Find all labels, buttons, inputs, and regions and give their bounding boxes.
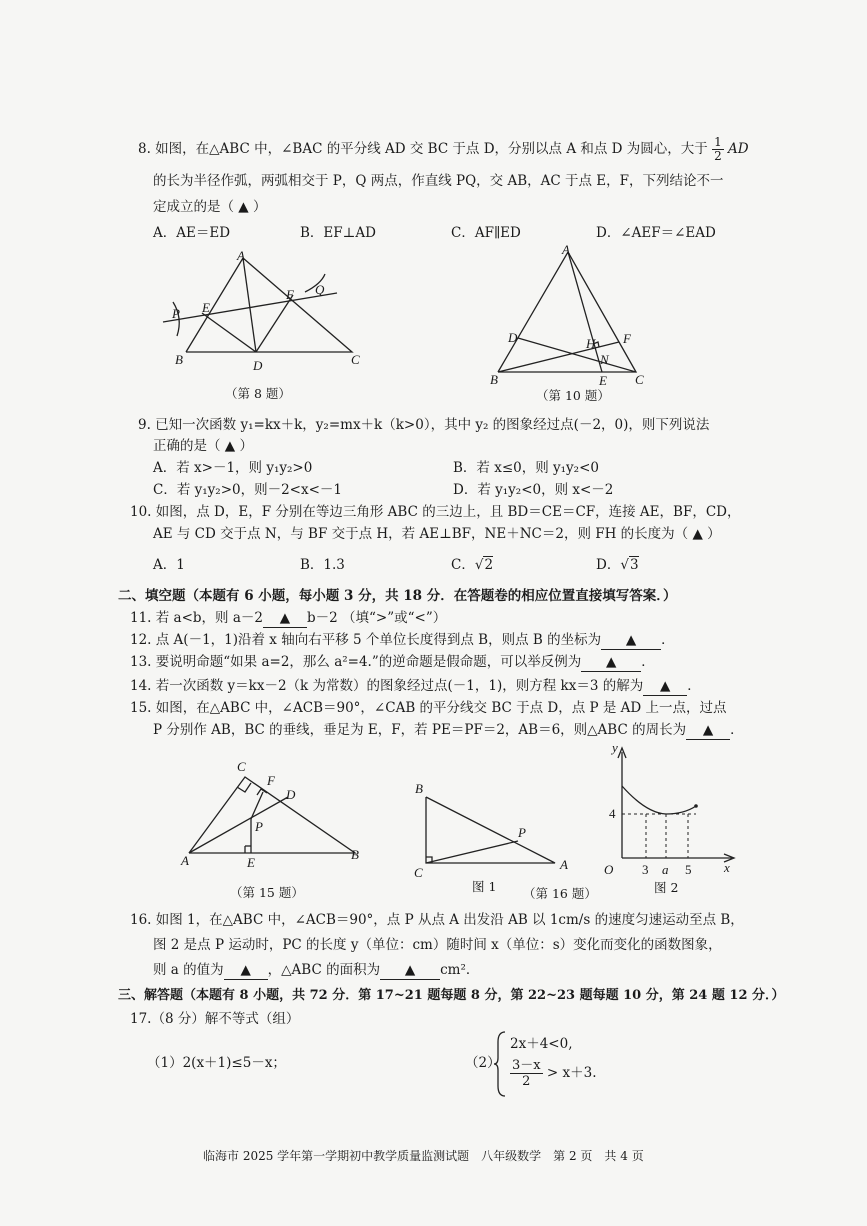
label-q: Q	[315, 282, 325, 297]
q10-line2: AE 与 CD 交于点 N，与 BF 交于点 H，若 AE⊥BF，NE＋NC＝2，则 FH 的长度为（ ▲ ）	[153, 526, 721, 542]
label-b: B	[490, 372, 498, 387]
label-y: y	[612, 740, 618, 755]
q8-option-b: B．EF⊥AD	[300, 225, 376, 241]
figure-q10-caption: （第 10 题）	[536, 388, 610, 403]
label-d: D	[508, 330, 518, 345]
page-footer: 临海市 2025 学年第一学期初中教学质量监测试题 八年级数学 第 2 页 共 4 页	[203, 1149, 644, 1163]
label-b: B	[175, 352, 183, 367]
q16-line1: 16. 如图 1，在△ABC 中，∠ACB＝90°，点 P 从点 A 出发沿 AB 以 1cm/s 的速度匀速运动至点 B，	[130, 912, 744, 928]
q9-option-c: C．若 y₁y₂>0，则－2<x<－1	[153, 482, 343, 498]
label-f: F	[267, 773, 275, 788]
q15-line1: 15. 如图，在△ABC 中，∠ACB＝90°，∠CAB 的平分线交 BC 于点 D，点 P 是 AD 上一点，过点	[130, 700, 727, 716]
q8-option-d: D．∠AEF＝∠EAD	[596, 225, 716, 241]
q8-line2: 的长为半径作弧，两弧相交于 P，Q 两点，作直线 PQ，交 AB，AC 于点 E，F，下列结论不一	[153, 173, 724, 189]
label-h: H	[586, 336, 596, 351]
fraction-half: $\frac{1}{2}$	[714, 135, 722, 163]
figure-q16-2-caption: 图 2	[654, 880, 679, 895]
label-b: B	[351, 847, 359, 862]
figure-q16-2	[600, 738, 740, 898]
figure-q10	[490, 242, 660, 407]
q8-option-a: A．AE＝ED	[153, 225, 231, 241]
q10-option-d: D．√3	[596, 557, 639, 573]
label-origin: O	[604, 862, 614, 877]
label-f: F	[623, 331, 631, 346]
label-e: E	[202, 300, 210, 315]
q9-line2: 正确的是（ ▲ ）	[153, 438, 253, 454]
label-d: D	[286, 787, 296, 802]
system-brace	[493, 1030, 507, 1098]
q15-line2: P 分别作 AB，BC 的垂线，垂足为 E，F，若 PE＝PF＝2，AB＝6，则△ABC 的周长为 ▲ ．	[153, 722, 744, 738]
figure-q15-caption: （第 15 题）	[230, 885, 304, 900]
label-d: D	[253, 358, 263, 373]
label-n: N	[600, 352, 609, 367]
q11: 11. 若 a<b，则 a－2 ▲ b－2 （填“>”或“<”）	[130, 610, 447, 626]
label-c: C	[351, 352, 360, 367]
label-b: B	[415, 781, 423, 796]
q14: 14. 若一次函数 y＝kx－2（k 为常数）的图象经过点(－1，1)，则方程 kx＝3 的解为 ▲ ．	[130, 678, 701, 694]
label-e: E	[247, 855, 255, 870]
q10-option-b: B．1.3	[300, 557, 345, 573]
label-a: A	[562, 242, 570, 257]
label-c: C	[414, 865, 423, 880]
q9-option-a: A．若 x>－1，则 y₁y₂>0	[153, 460, 313, 476]
label-3: 3	[642, 862, 649, 877]
label-5: 5	[685, 862, 692, 877]
q16-line3: 则 a 的值为 ▲ ，△ABC 的面积为 ▲ cm²．	[153, 962, 480, 978]
figure-q16-1	[410, 775, 575, 900]
label-p: P	[172, 306, 180, 321]
q17-part2-label: （2）	[465, 1055, 501, 1071]
label-a: A	[560, 857, 568, 872]
label-c: C	[635, 372, 644, 387]
label-p: P	[518, 825, 526, 840]
figure-q15	[175, 755, 375, 905]
q17-part1: （1）2(x＋1)≤5－x；	[147, 1055, 286, 1071]
label-c: C	[237, 759, 246, 774]
q9-option-b: B．若 x≤0，则 y₁y₂<0	[453, 460, 599, 476]
q10-option-a: A．1	[153, 557, 185, 573]
label-e: E	[599, 373, 607, 388]
q9-line1: 9. 已知一次函数 y₁=kx＋k，y₂=mx＋k（k>0），其中 y₂ 的图象经过点(－2，0)，则下列说法	[138, 417, 710, 433]
q8-option-c: C．AF∥ED	[451, 225, 521, 241]
figure-q8-caption: （第 8 题）	[225, 386, 291, 401]
section3-title: 三、解答题（本题有 8 小题，共 72 分．第 17~21 题每题 8 分，第 22~23 题每题 10 分，第 24 题 12 分．）	[118, 988, 785, 1003]
label-4: 4	[609, 806, 616, 821]
q9-option-d: D．若 y₁y₂<0，则 x<－2	[453, 482, 614, 498]
q8-line3: 定成立的是（ ▲ ）	[153, 199, 267, 215]
q12: 12. 点 A(－1，1)沿着 x 轴向右平移 5 个单位长度得到点 B，则点 B 的坐标为 ▲ ．	[130, 632, 675, 648]
q10-line1: 10. 如图，点 D，E，F 分别在等边三角形 ABC 的三边上，且 BD＝CE＝CF，连接 AE，BF，CD，	[130, 504, 741, 520]
q17-title: 17.（8 分）解不等式（组）	[130, 1011, 300, 1027]
q17-system-line1: 2x＋4<0,	[510, 1036, 573, 1052]
label-a: A	[237, 248, 245, 263]
label-a: A	[181, 853, 189, 868]
figure-q16-1-caption: 图 1	[472, 879, 497, 894]
q17-system-line2: $\frac{3-x}{2}$ > x＋3.	[512, 1058, 597, 1089]
label-p: P	[255, 819, 263, 834]
label-f: F	[286, 287, 294, 302]
q8-line1: 8. 如图，在△ABC 中，∠BAC 的平分线 AD 交 BC 于点 D，分别以点 A 和点 D 为圆心，大于 $\frac{1}{2}$ AD	[138, 135, 749, 163]
label-a: a	[662, 862, 669, 877]
figure-q16-caption: （第 16 题）	[523, 886, 597, 901]
label-x: x	[724, 860, 730, 875]
q10-option-c: C．√2	[451, 557, 494, 573]
q16-line2: 图 2 是点 P 运动时，PC 的长度 y（单位：cm）随时间 x（单位：s）变化而变化的函数图象，	[153, 937, 722, 953]
q13: 13. 要说明命题“如果 a=2，那么 a²=4.”的逆命题是假命题，可以举反例为 ▲ ．	[130, 654, 655, 670]
section2-title: 二、填空题（本题有 6 小题，每小题 3 分，共 18 分．在答题卷的相应位置直接填写答案．）	[118, 588, 677, 604]
figure-q8	[155, 248, 360, 408]
